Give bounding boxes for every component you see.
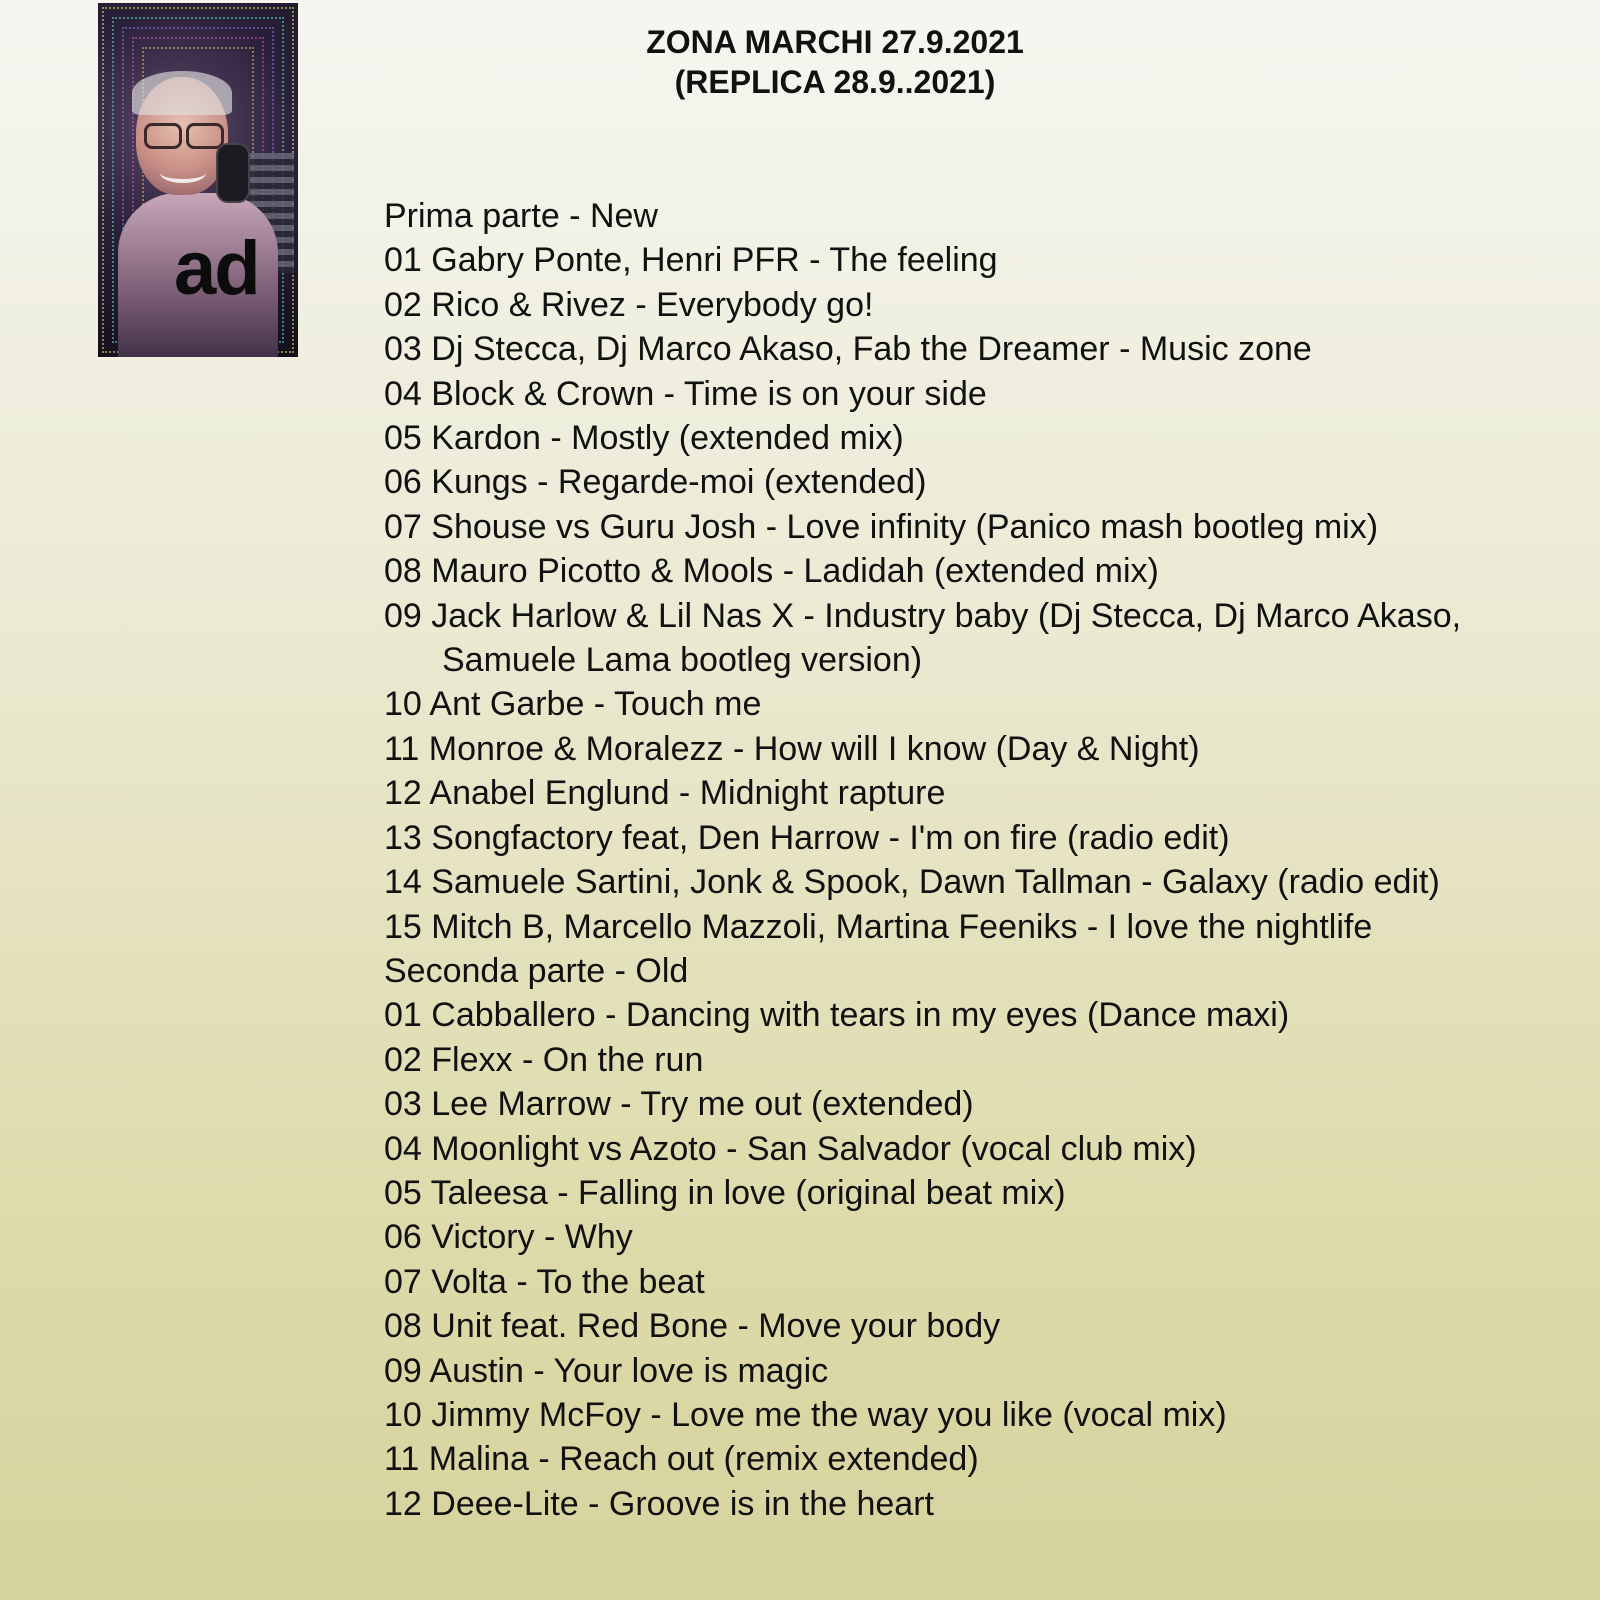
glasses-icon — [144, 123, 224, 143]
track-item: 11 Malina - Reach out (remix extended) — [384, 1440, 979, 1479]
dj-photo — [98, 3, 298, 357]
track-item: 06 Victory - Why — [384, 1218, 633, 1257]
track-item: 06 Kungs - Regarde-moi (extended) — [384, 463, 927, 502]
track-item: 08 Mauro Picotto & Mools - Ladidah (extended mix) — [384, 552, 1159, 591]
track-item: 07 Shouse vs Guru Josh - Love infinity (Panico mash bootleg mix) — [384, 507, 1379, 546]
track-item: 05 Kardon - Mostly (extended mix) — [384, 419, 904, 458]
track-item: 08 Unit feat. Red Bone - Move your body — [384, 1307, 1001, 1346]
track-item: 02 Flexx - On the run — [384, 1040, 704, 1079]
track-item: 12 Anabel Englund - Midnight rapture — [384, 774, 946, 813]
track-item: 14 Samuele Sartini, Jonk & Spook, Dawn Tallman - Galaxy (radio edit) — [384, 863, 1440, 902]
track-item: 13 Songfactory feat, Den Harrow - I'm on fire (radio edit) — [384, 818, 1230, 857]
playlist — [384, 194, 1594, 1526]
track-item: 02 Rico & Rivez - Everybody go! — [384, 285, 874, 324]
track-item: 01 Cabballero - Dancing with tears in my eyes (Dance maxi) — [384, 996, 1290, 1035]
section-heading-new: Prima parte - New — [384, 197, 658, 235]
track-item: 05 Taleesa - Falling in love (original beat mix) — [384, 1173, 1066, 1212]
track-item: 04 Moonlight vs Azoto - San Salvador (vocal club mix) — [384, 1129, 1197, 1168]
track-item: 01 Gabry Ponte, Henri PFR - The feeling — [384, 241, 998, 280]
track-item: 12 Deee-Lite - Groove is in the heart — [384, 1484, 934, 1523]
track-item: 10 Ant Garbe - Touch me — [384, 685, 762, 724]
title-line-1: ZONA MARCHI 27.9.2021 — [646, 24, 1024, 60]
section-heading-old: Seconda parte - Old — [384, 951, 689, 990]
photo-badge-text: ad — [174, 226, 259, 311]
headphones-icon — [216, 143, 250, 203]
track-item: 07 Volta - To the beat — [384, 1262, 705, 1301]
track-item: 03 Dj Stecca, Dj Marco Akaso, Fab the Dreamer - Music zone — [384, 330, 1312, 369]
track-item: 04 Block & Crown - Time is on your side — [384, 374, 987, 413]
page-title — [420, 22, 1250, 102]
track-item: 03 Lee Marrow - Try me out (extended) — [384, 1085, 974, 1124]
track-item: 10 Jimmy McFoy - Love me the way you like (vocal mix) — [384, 1395, 1227, 1434]
track-item: 15 Mitch B, Marcello Mazzoli, Martina Feeniks - I love the nightlife — [384, 907, 1373, 946]
track-item: 09 Austin - Your love is magic — [384, 1351, 829, 1390]
track-item: 11 Monroe & Moralezz - How will I know (Day & Night) — [384, 729, 1200, 768]
smile — [160, 163, 206, 183]
person-hair — [132, 71, 232, 115]
track-item: 09 Jack Harlow & Lil Nas X - Industry baby (Dj Stecca, Dj Marco Akaso, — [384, 596, 1462, 635]
title-line-2: (REPLICA 28.9..2021) — [674, 64, 996, 100]
track-item-continuation: Samuele Lama bootleg version) — [442, 641, 923, 680]
